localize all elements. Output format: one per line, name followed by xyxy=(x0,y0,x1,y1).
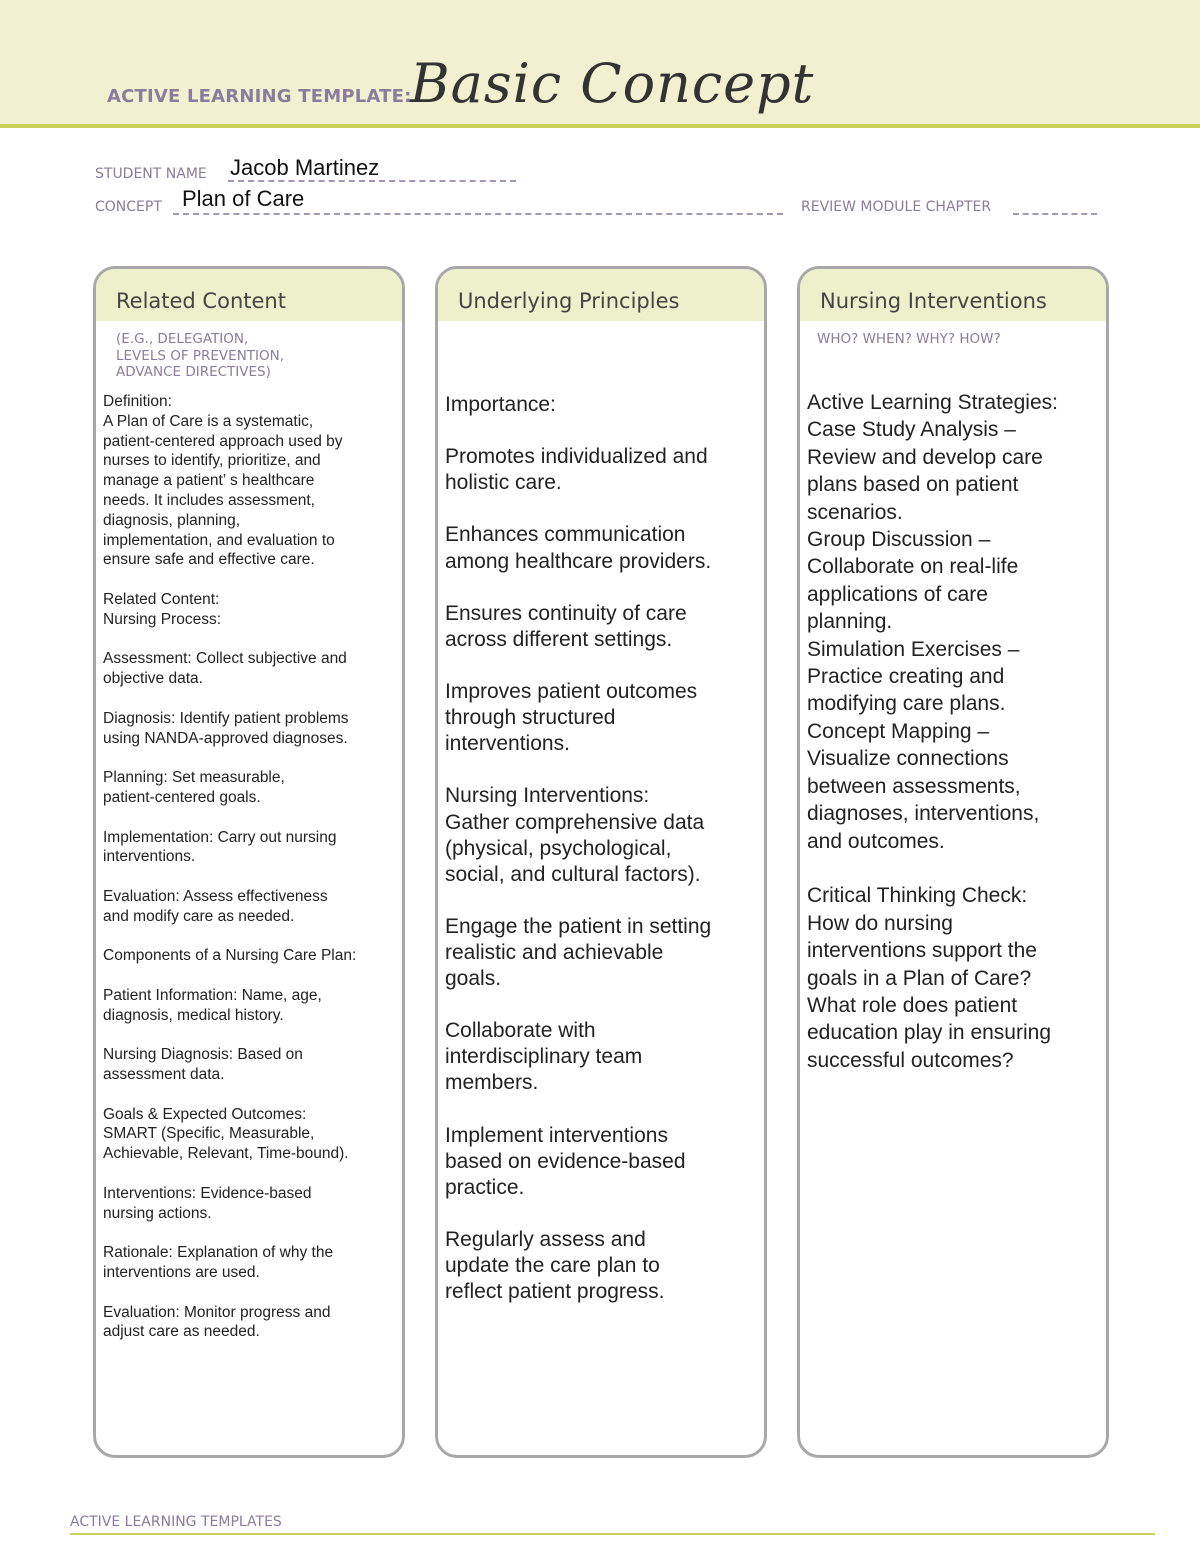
template-header xyxy=(0,0,1200,128)
review-module-field[interactable] xyxy=(1013,213,1097,215)
nursing-interventions-hint: WHO? WHEN? WHY? HOW? xyxy=(817,331,1001,347)
concept-label: CONCEPT xyxy=(95,199,162,215)
template-title: Basic Concept xyxy=(410,52,815,115)
underlying-principles-text[interactable]: Importance: Promotes individualized and holistic care. Enhances communication among healthcare providers. Ensures continuity of care across different settings. Improves patient outcomes through structured interventions. Nursing Interventions: Gather comprehensive data (physical, psychological, social, and cultural factors). Engage the patient in setting realistic and achievable goals. Collaborate with interdisciplinary team members. Implement interventions based on evidence-based practice. Regularly assess and update the care plan to reflect patient progress. xyxy=(445,393,712,1304)
related-content-title: Related Content xyxy=(116,289,286,313)
student-name-field[interactable]: Jacob Martinez xyxy=(230,155,380,180)
footer-label: ACTIVE LEARNING TEMPLATES xyxy=(70,1514,282,1530)
underlying-principles-card xyxy=(435,266,767,1458)
related-content-hint: (E.G., DELEGATION, LEVELS OF PREVENTION, ADVANCE DIRECTIVES) xyxy=(116,331,285,380)
footer-divider xyxy=(70,1533,1155,1535)
review-module-label: REVIEW MODULE CHAPTER xyxy=(801,199,992,215)
nursing-interventions-text[interactable]: Active Learning Strategies: Case Study Analysis – Review and develop care plans based on patient scenarios. Group Discussion – Collaborate on real-life applications of care planning. Simulation Exercises – Practice creating and modifying care plans. Concept Mapping – Visualize connections between assessments, diagnoses, interventions, and outcomes. Critical Thinking Check: How do nursing interventions support the goals in a Plan of Care? What role does patient education play in ensuring successful outcomes? xyxy=(807,391,1058,1072)
concept-line xyxy=(173,213,783,215)
student-name-label: STUDENT NAME xyxy=(95,166,207,182)
underlying-principles-title: Underlying Principles xyxy=(458,289,680,313)
concept-field[interactable]: Plan of Care xyxy=(182,186,305,211)
related-content-card xyxy=(93,266,405,1458)
nursing-interventions-card xyxy=(797,266,1109,1458)
nursing-interventions-title: Nursing Interventions xyxy=(820,289,1047,313)
template-label: ACTIVE LEARNING TEMPLATE: xyxy=(107,86,412,107)
related-content-text[interactable]: Definition: A Plan of Care is a systematic, patient-centered approach used by nurses to identify, prioritize, and manage a patient’ s healthcare needs. It includes assessment, diagnosis, planning, implementation, and evaluation to ensure safe and effective care. Related Content: Nursing Process: Assessment: Collect subjective and objective data. Diagnosis: Identify patient problems using NANDA-approved diagnoses. Planning: Set measurable, patient-centered goals. Implementation: Carry out nursing interventions. Evaluation: Assess effectiveness and modify care as needed. Components of a Nursing Care Plan: Patient Information: Name, age, diagnosis, medical history. Nursing Diagnosis: Based on assessment data. Goals & Expected Outcomes: SMART (Specific, Measurable, Achievable, Relevant, Time-bound). Interventions: Evidence-based nursing actions. Rationale: Explanation of why the interventions are used. Evaluation: Monitor progress and adjust care as needed. xyxy=(103,393,357,1341)
